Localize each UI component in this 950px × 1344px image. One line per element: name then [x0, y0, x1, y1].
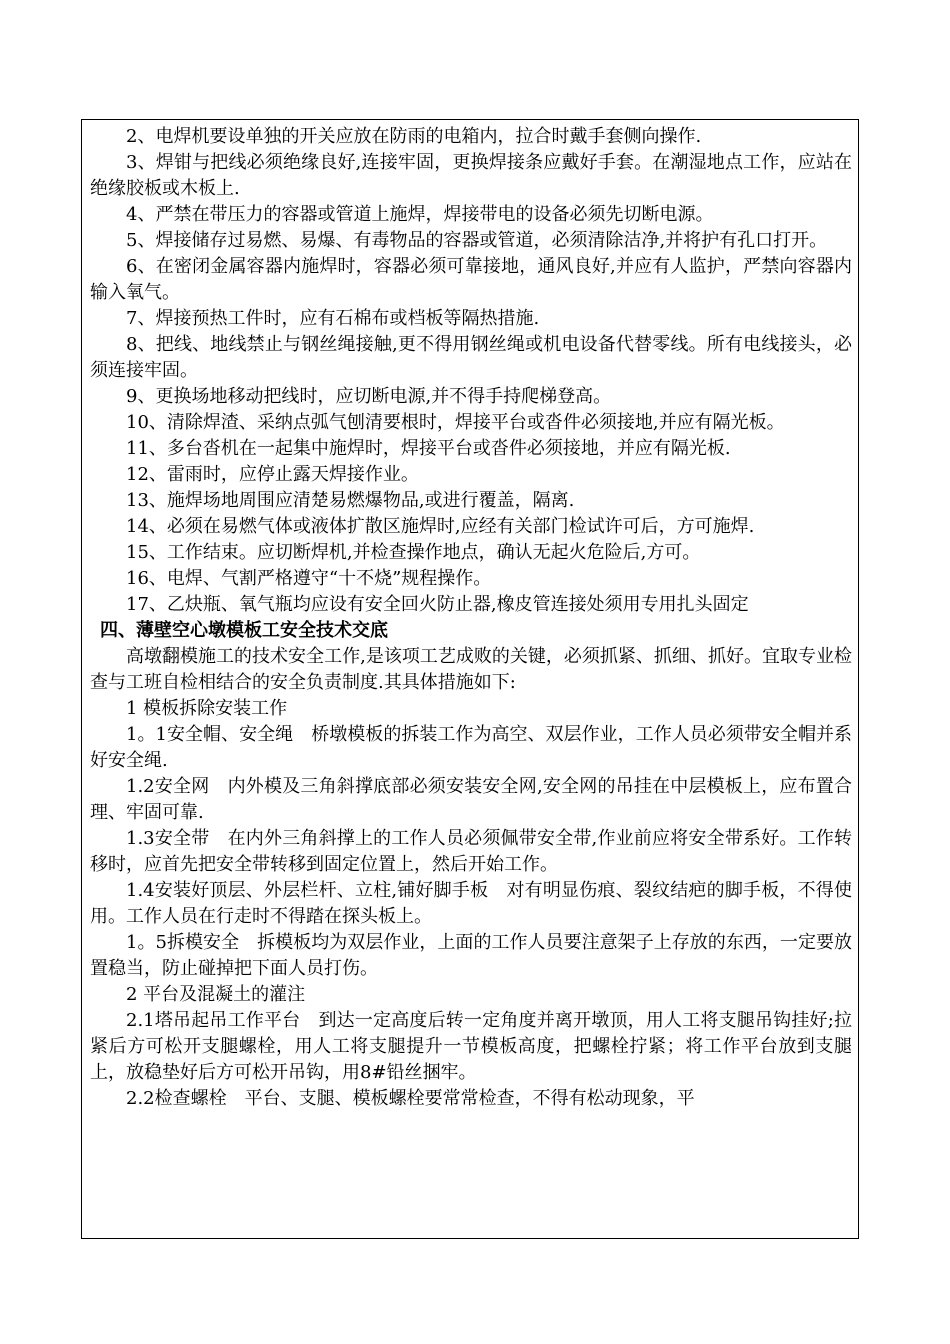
paragraph: 1.3安全带 在内外三角斜撑上的工作人员必须佩带安全带,作业前应将安全带系好。工作转移时，应首先把安全带转移到固定位置上，然后开始工作。 — [90, 828, 852, 875]
subsection-title: 2 平台及混凝土的灌注 — [126, 984, 306, 1005]
paragraph: 1。5拆模安全 拆模板均为双层作业，上面的工作人员要注意架子上存放的东西，一定要放置稳当，防止碰掉把下面人员打伤。 — [90, 932, 852, 979]
paragraph: 17、乙炔瓶、氧气瓶均应设有安全回火防止器,橡皮管连接处须用专用扎头固定 — [126, 594, 749, 615]
paragraph: 12、雷雨时，应停止露天焊接作业。 — [126, 464, 419, 485]
paragraph: 1。1安全帽、安全绳 桥墩模板的拆装工作为高空、双层作业，工作人员必须带安全帽并系好安全绳. — [90, 724, 852, 771]
paragraph: 16、电焊、气割严格遵守“十不烧”规程操作。 — [126, 568, 492, 589]
paragraph: 4、严禁在带压力的容器或管道上施焊，焊接带电的设备必须先切断电源。 — [126, 204, 714, 225]
paragraph: 高墩翻模施工的技术安全工作,是该项工艺成败的关键，必须抓紧、抓细、抓好。宜取专业检查与工班自检相结合的安全负责制度.其具体措施如下: — [90, 646, 852, 693]
paragraph: 6、在密闭金属容器内施焊时，容器必须可靠接地，通风良好,并应有人监护，严禁向容器内输入氧气。 — [90, 256, 852, 303]
document-body — [90, 124, 852, 1112]
paragraph: 10、清除焊渣、采纳点弧气刨清要根时，焊接平台或沓件必须接地,并应有隔光板。 — [126, 412, 785, 433]
subsection-title: 1 模板拆除安装工作 — [126, 698, 288, 719]
paragraph: 2.2检查螺栓 平台、支腿、模板螺栓要常常检查，不得有松动现象，平 — [126, 1088, 695, 1109]
section-heading: 四、薄壁空心墩模板工安全技术交底 — [100, 620, 388, 641]
document-frame — [81, 119, 859, 1239]
paragraph: 15、工作结束。应切断焊机,并检查操作地点，确认无起火危险后,方可。 — [126, 542, 701, 563]
paragraph: 9、更换场地移动把线时，应切断电源,并不得手持爬梯登高。 — [126, 386, 612, 407]
paragraph: 3、焊钳与把线必须绝缘良好,连接牢固，更换焊接条应戴好手套。在潮湿地点工作，应站在绝缘胶板或木板上. — [90, 152, 852, 199]
paragraph: 5、焊接储存过易燃、易爆、有毒物品的容器或管道，必须清除洁净,并将护有孔口打开。 — [126, 230, 828, 251]
paragraph: 13、施焊场地周围应清楚易燃爆物品,或进行覆盖，隔离. — [126, 490, 575, 511]
paragraph: 2.1塔吊起吊工作平台 到达一定高度后转一定角度并离开墩顶，用人工将支腿吊钩挂好;拉紧后方可松开支腿螺栓，用人工将支腿提升一节模板高度，把螺栓拧紧；将工作平台放到支腿上，放稳垫好后方可松开吊钩，用8#铅丝捆牢。 — [90, 1010, 852, 1083]
paragraph: 1.4安装好顶层、外层栏杆、立柱,铺好脚手板 对有明显伤痕、裂纹结疤的脚手板，不得使用。工作人员在行走时不得踏在探头板上。 — [90, 880, 852, 927]
paragraph: 8、把线、地线禁止与钢丝绳接触,更不得用钢丝绳或机电设备代替零线。所有电线接头，必须连接牢固。 — [90, 334, 852, 381]
paragraph: 11、多台沓机在一起集中施焊时，焊接平台或沓件必须接地，并应有隔光板. — [126, 438, 731, 459]
paragraph: 7、焊接预热工件时，应有石棉布或档板等隔热措施. — [126, 308, 540, 329]
paragraph: 1.2安全网 内外模及三角斜撑底部必须安装安全网,安全网的吊挂在中层模板上，应布置合理、牢固可靠. — [90, 776, 852, 823]
paragraph: 14、必须在易燃气体或液体扩散区施焊时,应经有关部门检试许可后，方可施焊. — [126, 516, 755, 537]
paragraph: 2、电焊机要设单独的开关应放在防雨的电箱内，拉合时戴手套侧向操作. — [126, 126, 702, 147]
